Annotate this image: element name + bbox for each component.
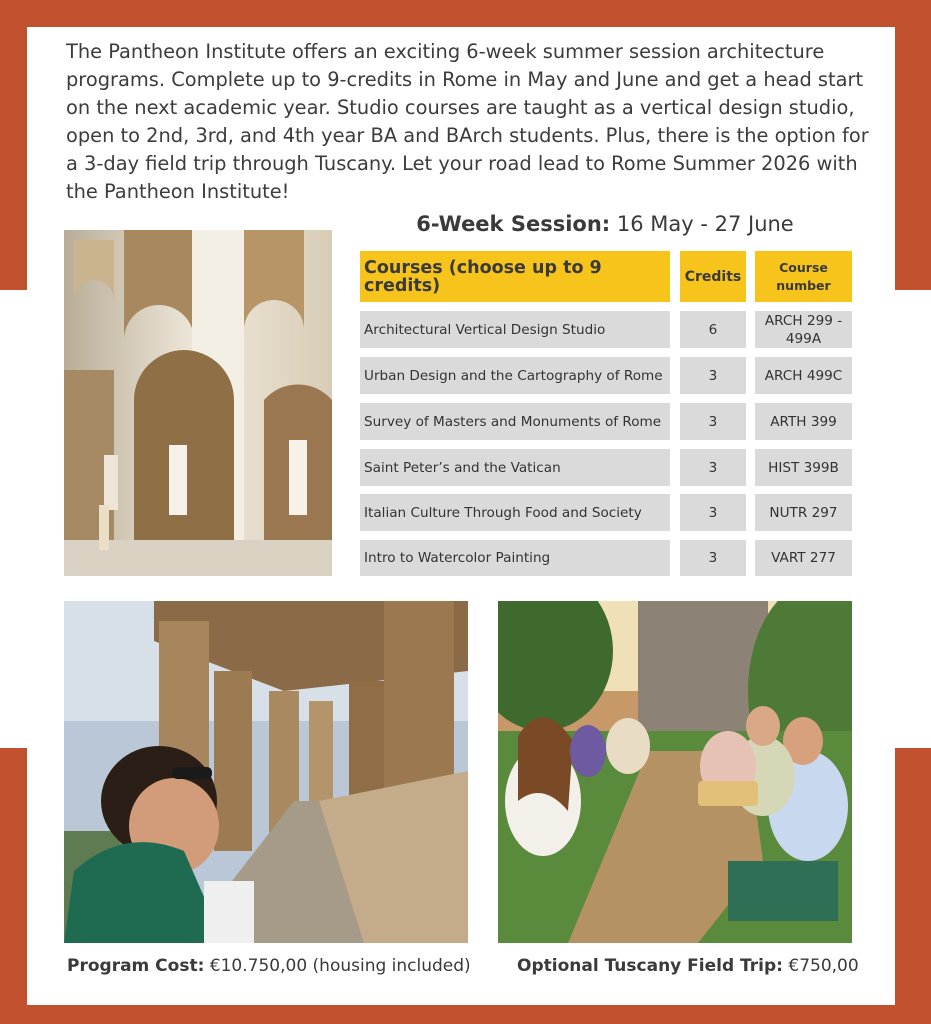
table-row-credits: 3: [680, 494, 746, 531]
table-row-number: ARTH 399: [755, 403, 852, 440]
table-row-number: ARCH 299 - 499A: [755, 311, 852, 348]
session-label: 6-Week Session:: [416, 212, 611, 236]
table-row-course: Intro to Watercolor Painting: [360, 540, 670, 576]
table-row-number: ARCH 499C: [755, 357, 852, 394]
table-row-credits: 6: [680, 311, 746, 348]
table-row-number: NUTR 297: [755, 494, 852, 531]
table-row-number: HIST 399B: [755, 449, 852, 486]
field-trip-value: €750,00: [788, 956, 859, 976]
table-row-credits: 3: [680, 449, 746, 486]
table-row-course: Survey of Masters and Monuments of Rome: [360, 403, 670, 440]
table-header-credits: Credits: [680, 251, 746, 302]
table-row-course: Saint Peter’s and the Vatican: [360, 449, 670, 486]
session-range: 16 May - 27 June: [616, 212, 794, 236]
outdoor-dinner-photo: [498, 601, 852, 943]
table-row-credits: 3: [680, 357, 746, 394]
program-cost-value: €10.750,00 (housing included): [209, 956, 471, 976]
greek-temple-ruins-photo: [64, 601, 468, 943]
table-header-number: Course number: [755, 251, 852, 302]
intro-paragraph: The Pantheon Institute offers an exciting 6-week summer session architecture programs. Complete up to 9-credits in Rome in May and June and get a head start on the next academic year. Studio courses are taught as a vertical design studio, open to 2nd, 3rd, and 4th year BA and BArch students. Plus, there is the option for a 3-day field trip through Tuscany. Let your road lead to Rome Summer 2026 with the Pantheon Institute!: [66, 40, 869, 203]
session-dates: [360, 212, 850, 236]
table-row-course: Architectural Vertical Design Studio: [360, 311, 670, 348]
program-cost-label: Program Cost:: [67, 956, 205, 976]
arched-colonnade-photo: [64, 230, 332, 576]
table-row-number: VART 277: [755, 540, 852, 576]
field-trip-cost: [517, 956, 859, 976]
table-row-credits: 3: [680, 403, 746, 440]
table-row-course: Italian Culture Through Food and Society: [360, 494, 670, 531]
field-trip-label: Optional Tuscany Field Trip:: [517, 956, 783, 976]
program-cost: [67, 956, 471, 976]
table-header-course: Courses (choose up to 9 credits): [360, 251, 670, 302]
table-row-credits: 3: [680, 540, 746, 576]
table-row-course: Urban Design and the Cartography of Rome: [360, 357, 670, 394]
